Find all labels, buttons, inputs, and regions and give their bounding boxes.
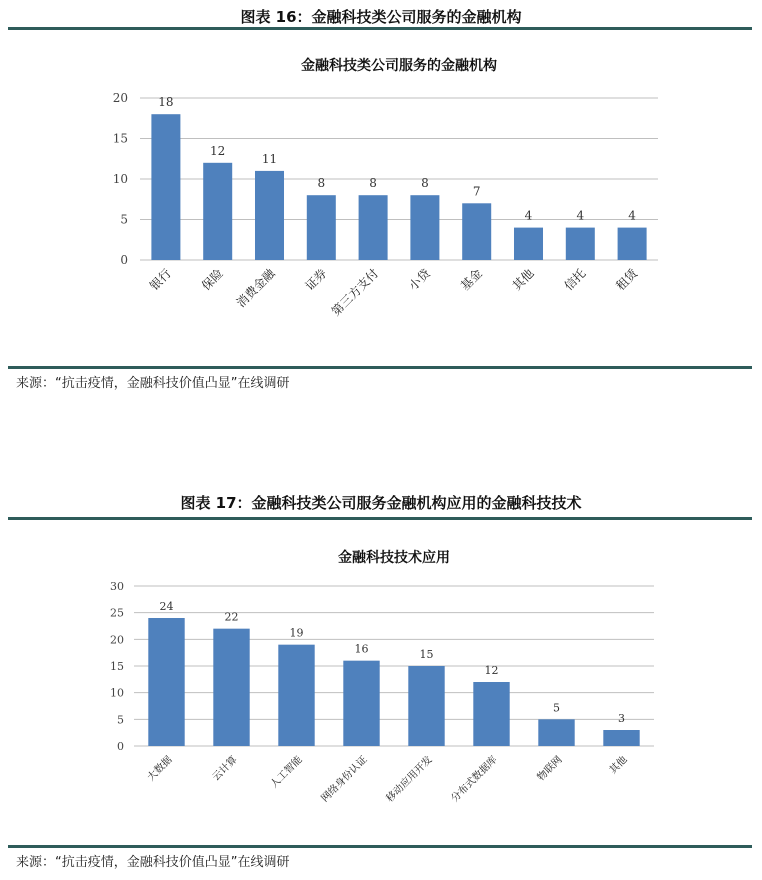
category-label: 基金	[457, 266, 485, 294]
bar	[566, 228, 595, 260]
data-label: 4	[576, 208, 585, 223]
bar	[343, 661, 379, 746]
y-tick-label: 25	[110, 606, 124, 620]
category-label: 其他	[607, 754, 630, 777]
category-label: 物联网	[535, 754, 565, 784]
data-label: 4	[628, 208, 636, 223]
category-label: 人工智能	[268, 754, 305, 791]
data-label: 5	[553, 701, 560, 715]
figure-16-source: 来源：“抗击疫情，金融科技价值凸显”在线调研	[16, 376, 290, 391]
figure-17-title: 图表 17：金融科技类公司服务金融机构应用的金融科技技术	[180, 494, 582, 512]
data-label: 12	[484, 664, 499, 677]
data-label: 3	[618, 712, 625, 725]
category-label: 小贷	[406, 266, 434, 294]
data-label: 4	[524, 208, 533, 223]
bar	[151, 114, 180, 260]
y-tick-label: 10	[110, 686, 124, 700]
data-label: 12	[210, 143, 226, 158]
bar	[473, 682, 509, 746]
category-label: 信托	[561, 266, 589, 294]
figure-17-source: 来源：“抗击疫情，金融科技价值凸显”在线调研	[16, 855, 290, 870]
y-tick-label: 5	[120, 212, 128, 227]
category-label: 其他	[509, 266, 537, 294]
category-label: 第三方支付	[328, 266, 382, 319]
category-label: 消费金融	[233, 266, 278, 311]
bar	[213, 629, 249, 746]
chart-title: 金融科技技术应用	[338, 550, 450, 566]
category-label: 大数据	[145, 754, 175, 784]
bar	[255, 171, 284, 260]
category-label: 租赁	[613, 266, 641, 294]
y-tick-label: 20	[112, 91, 128, 105]
bar	[462, 203, 491, 260]
y-tick-label: 5	[117, 713, 124, 727]
figure-16-title: 图表 16：金融科技类公司服务的金融机构	[240, 8, 522, 26]
data-label: 18	[158, 95, 174, 110]
y-tick-label: 15	[112, 131, 128, 146]
bar	[618, 228, 647, 260]
data-label: 8	[421, 176, 429, 191]
bar	[603, 730, 639, 746]
category-label: 银行	[147, 266, 175, 294]
y-tick-label: 10	[112, 172, 128, 186]
bar	[408, 666, 444, 746]
category-label: 网络身份认证	[319, 754, 370, 805]
chart-title: 金融科技类公司服务的金融机构	[301, 58, 497, 74]
bar	[410, 195, 439, 260]
chart-financial-institutions	[0, 30, 762, 366]
data-label: 11	[261, 151, 278, 166]
chart-fintech-technologies	[0, 520, 762, 845]
bar	[514, 228, 543, 260]
bar	[148, 618, 184, 746]
category-label: 移动应用开发	[384, 754, 435, 805]
category-label: 证券	[302, 266, 330, 294]
category-label: 保险	[198, 266, 226, 294]
data-label: 16	[354, 642, 369, 656]
y-tick-label: 30	[110, 580, 124, 593]
data-label: 8	[317, 176, 326, 191]
y-tick-label: 15	[110, 660, 124, 673]
data-label: 15	[419, 648, 434, 661]
data-label: 19	[289, 626, 304, 640]
figure-17-bottom-rule	[8, 845, 752, 848]
bar	[278, 645, 314, 746]
bar	[538, 719, 574, 746]
bar	[203, 163, 232, 260]
category-label: 分布式数据库	[449, 754, 500, 805]
data-label: 7	[472, 184, 481, 199]
y-tick-label: 20	[110, 633, 124, 647]
data-label: 22	[224, 610, 239, 624]
bar	[307, 195, 336, 260]
bar	[359, 195, 388, 260]
data-label: 8	[369, 176, 377, 191]
figure-16-bottom-rule	[8, 366, 752, 369]
category-label: 云计算	[210, 754, 240, 784]
y-tick-label: 0	[120, 253, 128, 267]
data-label: 24	[159, 600, 174, 613]
y-tick-label: 0	[117, 740, 124, 753]
